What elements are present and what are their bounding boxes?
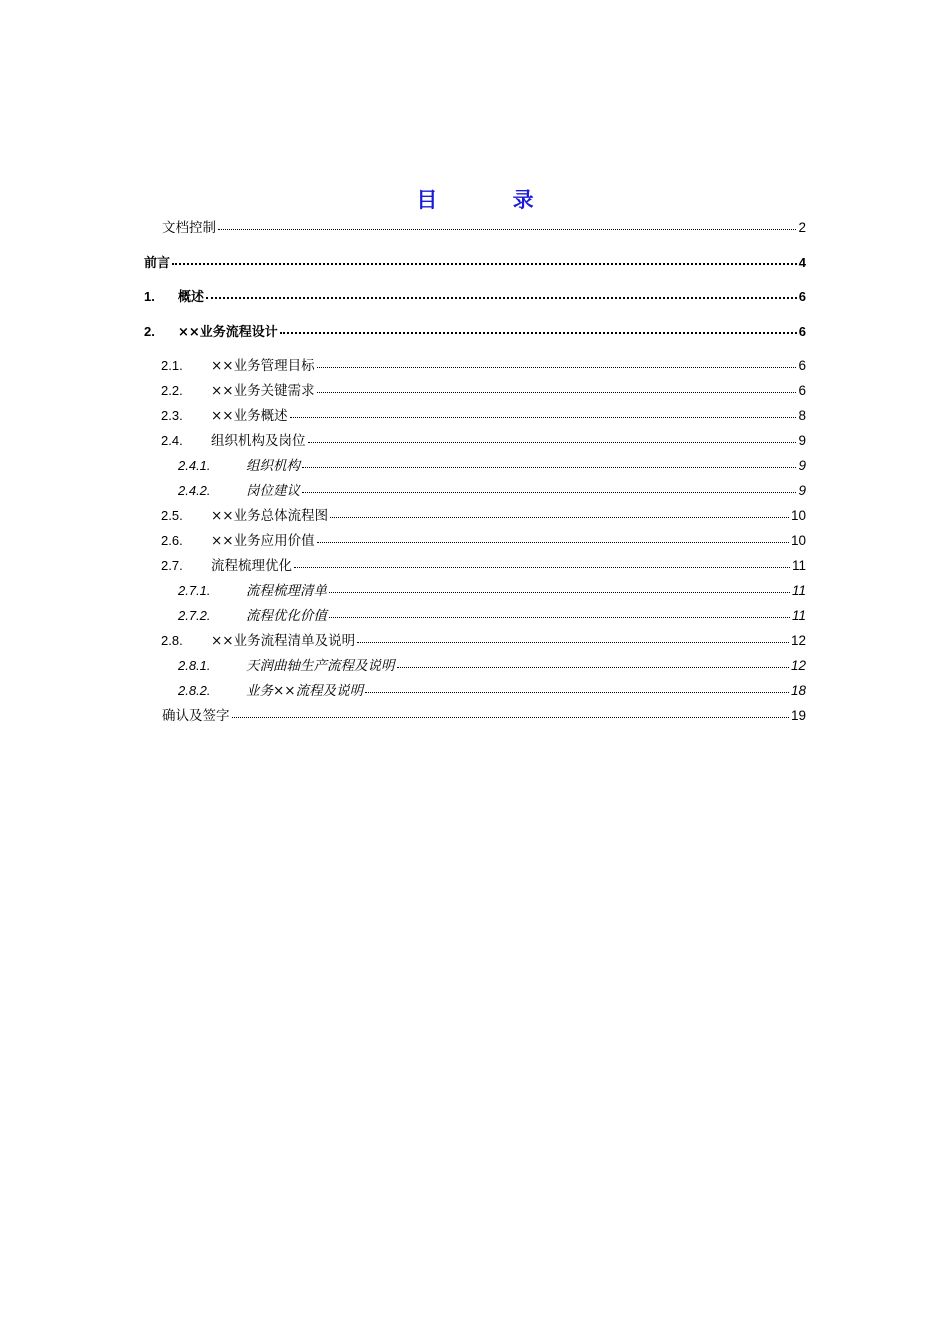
dot-leader xyxy=(302,492,796,493)
toc-entry-label: 业务××流程及说明 xyxy=(246,683,364,699)
toc-entry-number: 2.8.1. xyxy=(178,658,211,673)
toc-entry-page: 11 xyxy=(791,558,806,573)
toc-entry-number: 2. xyxy=(144,324,155,339)
toc-entry-number: 2.8.2. xyxy=(178,683,211,698)
toc-entry-2-6[interactable] xyxy=(161,531,806,551)
dot-leader xyxy=(317,367,797,368)
toc-entry-label: ××业务管理目标 xyxy=(211,358,315,374)
toc-entry-page: 6 xyxy=(798,383,806,398)
toc-entry-number: 2.7.2. xyxy=(178,608,211,623)
toc-entry-preface[interactable] xyxy=(144,253,806,273)
toc-entry-label: ××业务关键需求 xyxy=(211,383,315,399)
toc-entry-2-1[interactable] xyxy=(161,356,806,376)
toc-entry-2-4[interactable] xyxy=(161,431,806,451)
toc-entry-page: 8 xyxy=(798,408,806,423)
toc-entry-label: 组织机构及岗位 xyxy=(211,433,306,449)
toc-entry-2-4-1[interactable] xyxy=(178,456,806,476)
toc-entry-2-7[interactable] xyxy=(161,556,806,576)
toc-entry-page: 10 xyxy=(790,533,806,548)
toc-entry-2-5[interactable] xyxy=(161,506,806,526)
toc-entry-label: ××业务流程清单及说明 xyxy=(211,633,356,649)
dot-leader xyxy=(206,297,797,299)
toc-entry-document-control[interactable] xyxy=(162,218,806,238)
toc-entry-page: 6 xyxy=(798,324,806,339)
toc-entry-label: 流程梳理优化 xyxy=(211,558,292,574)
toc-entry-number: 2.6. xyxy=(161,533,183,548)
toc-entry-page: 9 xyxy=(798,483,806,498)
toc-entry-page: 10 xyxy=(790,508,806,523)
toc-entry-label: ××业务应用价值 xyxy=(211,533,315,549)
dot-leader xyxy=(329,592,790,593)
toc-entry-label: 文档控制 xyxy=(162,220,216,236)
toc-entry-page: 18 xyxy=(790,683,806,698)
toc-entry-label: 概述 xyxy=(178,290,205,305)
toc-entry-number: 2.4. xyxy=(161,433,183,448)
dot-leader xyxy=(232,717,789,718)
dot-leader xyxy=(330,517,789,518)
toc-entry-number: 2.8. xyxy=(161,633,183,648)
dot-leader xyxy=(397,667,789,668)
toc-entry-label: 岗位建议 xyxy=(246,483,300,499)
toc-entry-label: 前言 xyxy=(144,256,171,271)
toc-entry-2-2[interactable] xyxy=(161,381,806,401)
toc-entry-2-8-2[interactable] xyxy=(178,681,806,701)
toc-entry-page: 9 xyxy=(798,433,806,448)
toc-entry-page: 12 xyxy=(790,633,806,648)
toc-entry-2-8-1[interactable] xyxy=(178,656,806,676)
toc-entry-number: 2.4.2. xyxy=(178,483,211,498)
toc-entry-number: 1. xyxy=(144,289,155,304)
toc-entry-number: 2.5. xyxy=(161,508,183,523)
toc-entry-number: 2.7. xyxy=(161,558,183,573)
toc-entry-number: 2.1. xyxy=(161,358,183,373)
dot-leader xyxy=(290,417,797,418)
toc-entry-2-4-2[interactable] xyxy=(178,481,806,501)
dot-leader xyxy=(218,229,796,230)
toc-entry-page: 11 xyxy=(791,583,806,598)
dot-leader xyxy=(317,542,789,543)
toc-entry-page: 2 xyxy=(798,220,806,235)
toc-entry-label: 组织机构 xyxy=(246,458,300,474)
toc-entry-number: 2.4.1. xyxy=(178,458,211,473)
toc-entry-2-7-1[interactable] xyxy=(178,581,806,601)
toc-entry-overview[interactable] xyxy=(144,287,806,307)
toc-entry-page: 6 xyxy=(798,358,806,373)
dot-leader xyxy=(317,392,797,393)
toc-entry-2-3[interactable] xyxy=(161,406,806,426)
toc-entry-number: 2.3. xyxy=(161,408,183,423)
toc-entry-label: 流程梳理清单 xyxy=(246,583,327,599)
toc-entry-process-design[interactable] xyxy=(144,322,806,342)
dot-leader xyxy=(357,642,789,643)
dot-leader xyxy=(308,442,797,443)
toc-entry-page: 19 xyxy=(790,708,806,723)
toc-entry-label: ××业务总体流程图 xyxy=(211,508,329,524)
toc-entry-number: 2.7.1. xyxy=(178,583,211,598)
toc-title: 目 录 xyxy=(416,188,568,212)
dot-leader xyxy=(365,692,789,693)
toc-entry-page: 9 xyxy=(798,458,806,473)
dot-leader xyxy=(302,467,796,468)
toc-entry-label: ××业务流程设计 xyxy=(178,325,278,340)
toc-entry-2-8[interactable] xyxy=(161,631,806,651)
toc-entry-number: 2.2. xyxy=(161,383,183,398)
toc-entry-confirmation[interactable] xyxy=(162,706,806,726)
toc-entry-label: 天润曲轴生产流程及说明 xyxy=(246,658,395,674)
dot-leader xyxy=(294,567,790,568)
toc-entry-page: 12 xyxy=(790,658,806,673)
toc-entry-2-7-2[interactable] xyxy=(178,606,806,626)
toc-entry-page: 4 xyxy=(798,255,806,270)
toc-entry-label: 确认及签字 xyxy=(162,708,230,724)
toc-entry-label: ××业务概述 xyxy=(211,408,288,424)
toc-entry-page: 6 xyxy=(798,289,806,304)
dot-leader xyxy=(280,332,797,334)
dot-leader xyxy=(172,263,797,265)
dot-leader xyxy=(329,617,790,618)
toc-entry-label: 流程优化价值 xyxy=(246,608,327,624)
toc-entry-page: 11 xyxy=(791,608,806,623)
